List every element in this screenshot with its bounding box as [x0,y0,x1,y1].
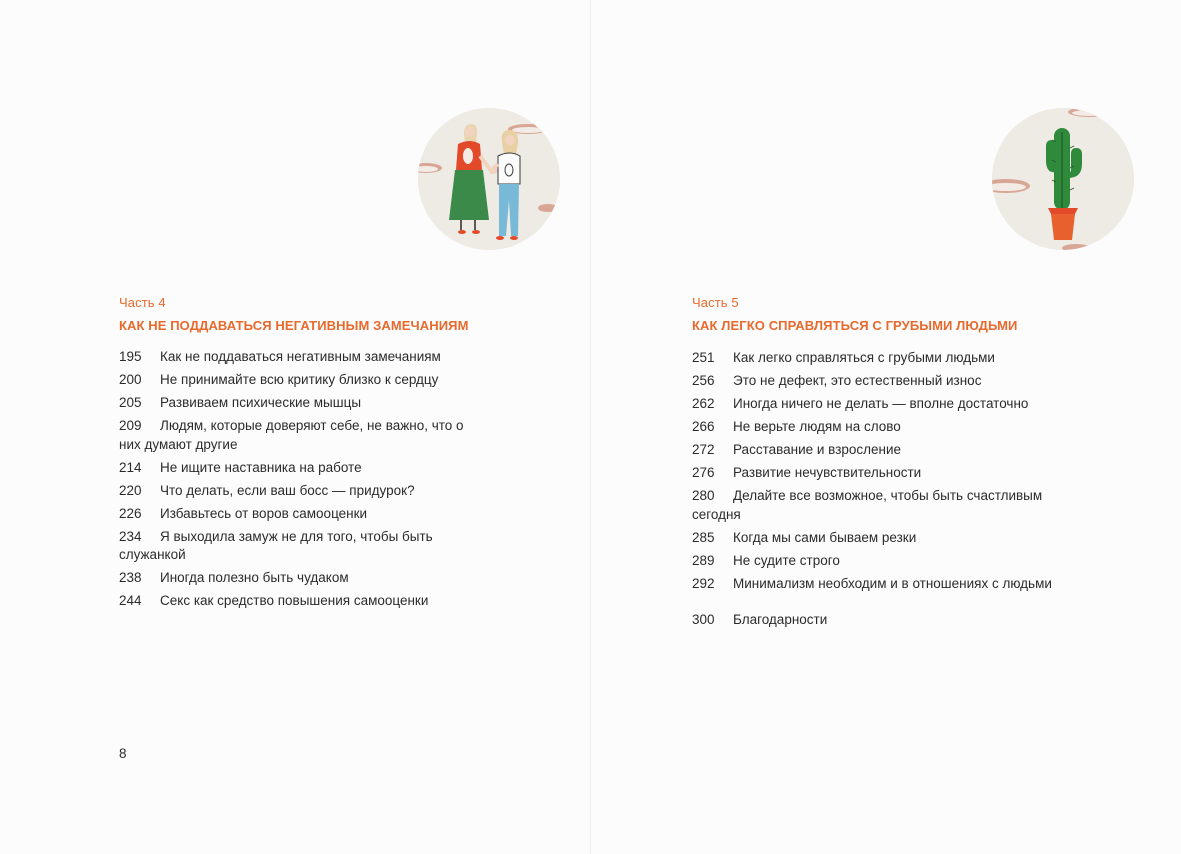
toc-entry [692,441,1092,460]
toc-entry [692,529,1092,548]
toc-title: Иногда полезно быть чудаком [160,570,349,585]
toc-entry [119,394,479,413]
toc-title: Иногда ничего не делать — вполне достаточно [733,396,1029,411]
toc-title: Как легко справляться с грубыми людьми [733,350,995,365]
toc-page-number: 292 [692,575,715,591]
toc-entry [119,592,479,611]
toc-page-number: 256 [692,373,715,388]
toc-title: Не верьте людям на слово [733,419,901,434]
toc-entry [692,575,1092,594]
toc-entry [119,417,479,454]
toc-page-number: 238 [119,570,142,585]
toc-title: Делайте все возможное, чтобы быть счастливым сегодня [692,488,1043,522]
toc-page-number: 300 [692,612,715,627]
toc-title: Как не поддаваться негативным замечаниям [160,349,441,364]
part-title: КАК НЕ ПОДДАВАТЬСЯ НЕГАТИВНЫМ ЗАМЕЧАНИЯМ [119,318,469,333]
toc-page-number: 220 [119,482,142,498]
toc-page-number: 234 [119,528,142,544]
right-page [591,0,1181,854]
toc-entry [119,528,479,565]
toc-page-number: 262 [692,396,715,411]
toc-entry [119,348,479,367]
toc-page-number: 276 [692,465,715,480]
toc-page-number: 285 [692,529,715,545]
toc-title: Когда мы сами бываем резки [733,529,917,545]
toc-page-number: 266 [692,419,715,434]
toc-title: Я выходила замуж не для того, чтобы быть служанкой [119,528,433,562]
table-of-contents [119,348,479,615]
toc-entry [119,459,479,478]
part-label: Часть 4 [119,295,166,310]
toc-title: Людям, которые доверяют себе, не важно, что о них думают другие [119,418,464,452]
handshake-women-illustration [418,108,560,250]
toc-title: Благодарности [733,612,828,627]
toc-entry [692,552,1092,571]
toc-title: Расставание и взросление [733,442,902,457]
toc-page-number: 272 [692,442,715,457]
toc-entry [692,372,1092,391]
toc-page-number: 251 [692,350,715,365]
part-label: Часть 5 [692,295,739,310]
toc-page-number: 205 [119,395,142,410]
toc-title: Не принимайте всю критику близко к сердцу [160,372,439,387]
toc-title: Развиваем психические мышцы [160,395,362,410]
toc-entry [119,371,479,390]
toc-title: Что делать, если ваш босс — придурок? [160,482,415,498]
toc-entry [692,395,1092,414]
toc-title: Не судите строго [733,552,840,568]
toc-entry-acknowledgements [692,611,1092,630]
toc-title: Это не дефект, это естественный износ [733,373,982,388]
toc-page-number: 209 [119,418,142,433]
toc-entry [692,418,1092,437]
toc-page-number: 214 [119,459,142,475]
toc-title: Секс как средство повышения самооценки [160,593,429,608]
toc-entry [119,569,479,588]
toc-entry [692,464,1092,483]
toc-page-number: 200 [119,372,142,387]
cactus-pot-illustration [992,108,1134,250]
toc-page-number: 289 [692,552,715,568]
toc-page-number: 226 [119,505,142,521]
left-page [0,0,590,854]
toc-title: Развитие нечувствительности [733,465,922,480]
table-of-contents [692,349,1092,634]
toc-page-number: 195 [119,349,142,364]
toc-entry [692,487,1092,524]
toc-entry [692,349,1092,368]
part-title: КАК ЛЕГКО СПРАВЛЯТЬСЯ С ГРУБЫМИ ЛЮДЬМИ [692,318,1018,333]
toc-title: Избавьтесь от воров самооценки [160,505,368,521]
toc-entry [119,482,479,501]
toc-page-number: 244 [119,593,142,608]
toc-title: Не ищите наставника на работе [160,459,362,475]
page-number: 8 [119,746,127,761]
toc-entry [119,505,479,524]
toc-title: Минимализм необходим и в отношениях с людьми [733,575,1052,591]
toc-page-number: 280 [692,488,715,503]
